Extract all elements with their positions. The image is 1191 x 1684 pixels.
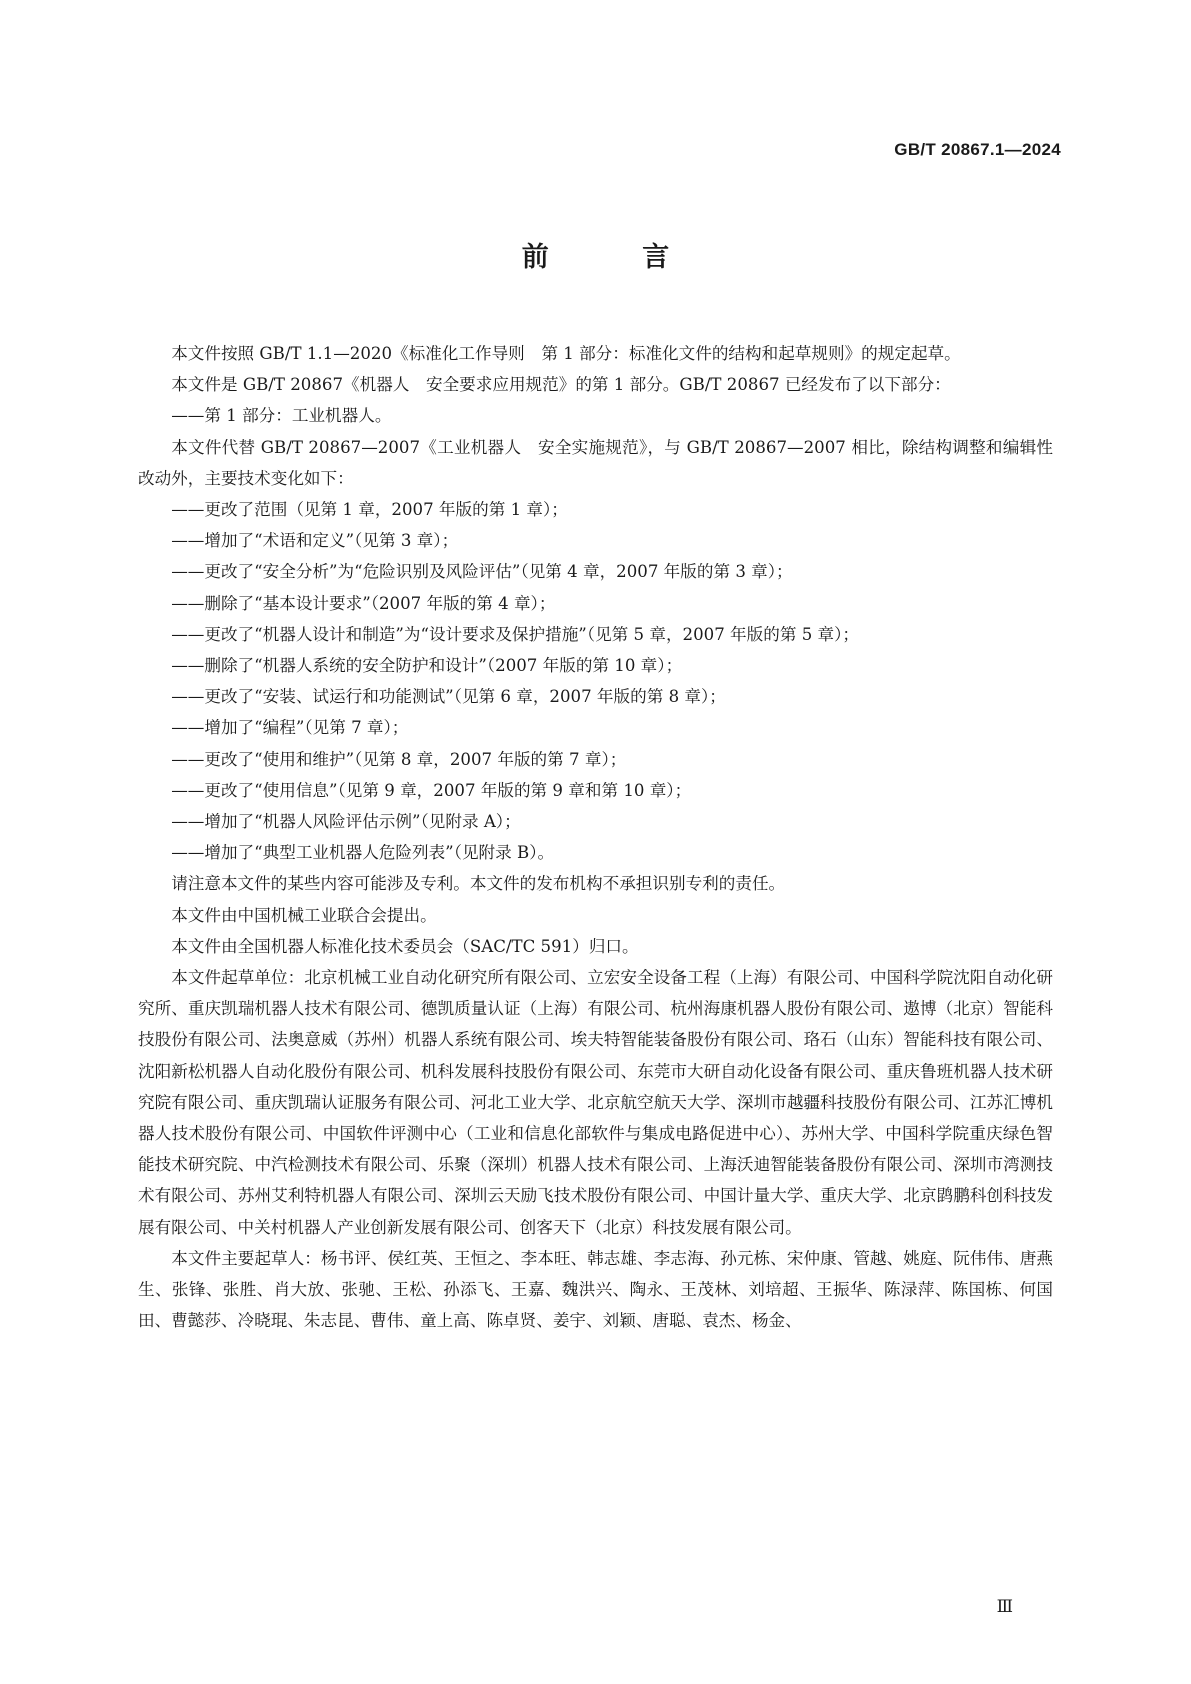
standard-code: GB/T 20867.1—2024 bbox=[894, 140, 1061, 159]
list-item-change: ——增加了“机器人风险评估示例”（见附录 A）； bbox=[171, 812, 521, 832]
list-item-part-1: ——第 1 部分：工业机器人。 bbox=[171, 406, 392, 426]
foreword-body bbox=[138, 338, 1053, 1337]
paragraph-drafters: 本文件主要起草人：杨书评、侯红英、王恒之、李本旺、韩志雄、李志海、孙元栋、宋仲康、管越、姚庭、阮伟伟、唐燕生、张锋、张胜、肖大放、张驰、王松、孙添飞、王嘉、魏洪兴、陶永、王茂林、刘培超、王振华、陈渌萍、陈国栋、何国田、曹懿莎、冷晓琨、朱志昆、曹伟、童上高、陈卓贤、姜宇、刘颖、唐聪、袁杰、杨金、 bbox=[138, 1248, 1053, 1331]
list-item-change: ——增加了“编程”（见第 7 章）； bbox=[171, 718, 409, 738]
list-item-change: ——增加了“典型工业机器人危险列表”（见附录 B）。 bbox=[171, 843, 555, 863]
paragraph-drafting-rules: 本文件按照 GB/T 1.1—2020《标准化工作导则 第 1 部分：标准化文件的结构和起草规则》的规定起草。 bbox=[171, 344, 961, 363]
paragraph-patent-notice: 请注意本文件的某些内容可能涉及专利。本文件的发布机构不承担识别专利的责任。 bbox=[171, 874, 786, 894]
paragraph-replacement: 本文件代替 GB/T 20867—2007《工业机器人 安全实施规范》，与 GB/T 20867—2007 相比，除结构调整和编辑性改动外，主要技术变化如下： bbox=[138, 437, 1053, 488]
list-item-change: ——删除了“机器人系统的安全防护和设计”（2007 年版的第 10 章）； bbox=[171, 656, 683, 676]
list-item-change: ——更改了“机器人设计和制造”为“设计要求及保护措施”（见第 5 章，2007 年版的第 5 章）； bbox=[171, 624, 860, 644]
list-item-change: ——更改了“安装、试运行和功能测试”（见第 6 章，2007 年版的第 8 章）； bbox=[171, 687, 726, 707]
page-number: Ⅲ bbox=[996, 1597, 1013, 1617]
list-item-change: ——删除了“基本设计要求”（2007 年版的第 4 章）； bbox=[171, 593, 556, 613]
list-item-change: ——更改了“使用和维护”（见第 8 章，2007 年版的第 7 章）； bbox=[171, 749, 627, 769]
list-item-change: ——更改了“安全分析”为“危险识别及风险评估”（见第 4 章，2007 年版的第 3 章）； bbox=[171, 562, 793, 582]
list-item-change: ——更改了“使用信息”（见第 9 章，2007 年版的第 9 章和第 10 章）； bbox=[171, 780, 692, 800]
page-title: 前 言 bbox=[521, 242, 712, 273]
paragraph-drafting-units: 本文件起草单位：北京机械工业自动化研究所有限公司、立宏安全设备工程（上海）有限公司、中国科学院沈阳自动化研究所、重庆凯瑞机器人技术有限公司、德凯质量认证（上海）有限公司、杭州海康机器人股份有限公司、遨博（北京）智能科技股份有限公司、法奥意威（苏州）机器人系统有限公司、埃夫特智能装备股份有限公司、珞石（山东）智能科技有限公司、沈阳新松机器人自动化股份有限公司、机科发展科技股份有限公司、东莞市大研自动化设备有限公司、重庆鲁班机器人技术研究院有限公司、重庆凯瑞认证服务有限公司、河北工业大学、北京航空航天大学、深圳市越疆科技股份有限公司、江苏汇博机器人技术股份有限公司、中国软件评测中心（工业和信息化部软件与集成电路促进中心）、苏州大学、中国科学院重庆绿色智能技术研究院、中汽检测技术有限公司、乐聚（深圳）机器人技术有限公司、上海沃迪智能装备股份有限公司、深圳市湾测技术有限公司、苏州艾利特机器人有限公司、深圳云天励飞技术股份有限公司、中国计量大学、重庆大学、北京鹍鹏科创科技发展有限公司、中关村机器人产业创新发展有限公司、创客天下（北京）科技发展有限公司。 bbox=[138, 968, 1053, 1237]
list-item-change: ——更改了范围（见第 1 章，2007 年版的第 1 章）； bbox=[171, 500, 568, 520]
paragraph-committee: 本文件由全国机器人标准化技术委员会（SAC/TC 591）归口。 bbox=[171, 936, 639, 956]
paragraph-proposer: 本文件由中国机械工业联合会提出。 bbox=[171, 905, 437, 925]
paragraph-series-info: 本文件是 GB/T 20867《机器人 安全要求应用规范》的第 1 部分。GB/T 20867 已经发布了以下部分： bbox=[171, 375, 951, 395]
list-item-change: ——增加了“术语和定义”（见第 3 章）； bbox=[171, 531, 459, 551]
